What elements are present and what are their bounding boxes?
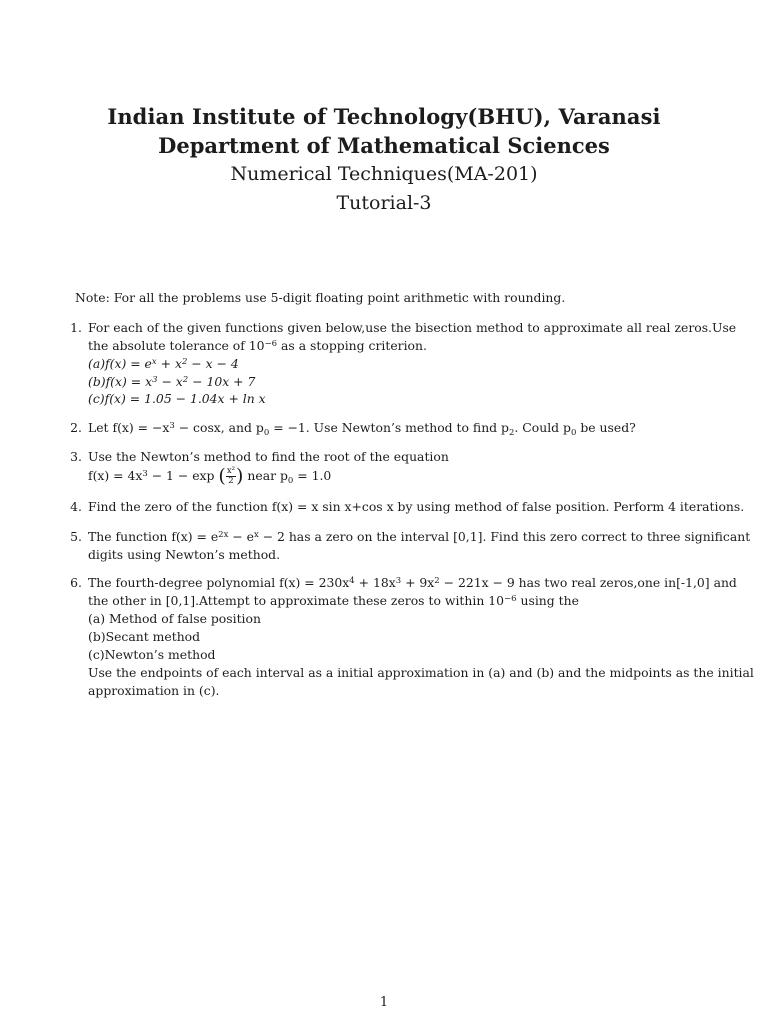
problem-3-equation: $f(x) = 4x^3 - 1 - \exp$ ( $\frac{\text{x²}}{2}$ ) near $p_0 = 1.0$	[88, 465, 332, 487]
problem-6-option-b: (b)Secant method	[88, 629, 201, 644]
problem-6-line7: approximation in (c).	[88, 683, 220, 698]
page-number: 1	[379, 995, 389, 1010]
tutorial-title: Tutorial-3	[336, 192, 432, 214]
problem-5-line2: digits using Newton’s method.	[88, 547, 281, 562]
problem-4-number: 4.	[70, 499, 82, 514]
problem-6-option-a: (a) Method of false position	[88, 611, 261, 626]
problem-6-line2: the other in [0,1].Attempt to approximate these zeros to within $10^{-6}$ using the	[88, 593, 579, 608]
problem-4-text: Find the zero of the function f(x) = x sin x+cos x by using method of false position. Perform 4 iterations.	[88, 499, 745, 514]
problem-3-number: 3.	[70, 449, 82, 464]
problem-1-line1: For each of the given functions given below,use the bisection method to approximate all real zeros.Use	[88, 320, 737, 335]
note-text: Note: For all the problems use 5-digit floating point arithmetic with rounding.	[75, 290, 566, 305]
problem-1-line2: the absolute tolerance of $10^{-6}$ as a stopping criterion.	[88, 338, 427, 353]
problem-6-line1: The fourth-degree polynomial $f(x) = 230x^4 + 18x^3 + 9x^2 - 221x - 9$ has two real zeros,one in[-1,0] and	[88, 575, 737, 590]
problem-1-part-c: (c)f(x) = 1.05 − 1.04x + ln x	[88, 391, 266, 406]
problem-1-number: 1.	[70, 320, 82, 335]
problem-2-text: Let $f(x) = -x^3 - \cos x$, and $p_0 = -1$. Use Newton’s method to find $p_2$. Could $p_0$ be used?	[88, 420, 636, 438]
institute-title: Indian Institute of Technology(BHU), Varanasi	[107, 104, 661, 129]
problem-6-option-c: (c)Newton’s method	[88, 647, 216, 662]
problem-6-number: 6.	[70, 575, 82, 590]
problem-5-line1: The function $f(x) = e^{2x} - e^x - 2$ has a zero on the interval [0,1]. Find this zero correct to three significant	[88, 529, 751, 544]
problem-1-part-b: $(b)f(x) = x^3 - x^2 - 10x + 7$	[88, 374, 256, 389]
department-title: Department of Mathematical Sciences	[158, 133, 610, 158]
problem-2-number: 2.	[70, 420, 82, 435]
problem-1-part-a: $(a)f(x) = e^x + x^2 - x - 4$	[88, 356, 239, 371]
fraction-x2-over-2: $\frac{\text{x²}}{2}$	[226, 466, 236, 486]
problem-5-number: 5.	[70, 529, 82, 544]
course-title: Numerical Techniques(MA-201)	[230, 163, 538, 185]
problem-3-line1: Use the Newton’s method to find the root of the equation	[88, 449, 449, 464]
problem-6-line6: Use the endpoints of each interval as a initial approximation in (a) and (b) and the midpoints as the initial	[88, 665, 754, 680]
